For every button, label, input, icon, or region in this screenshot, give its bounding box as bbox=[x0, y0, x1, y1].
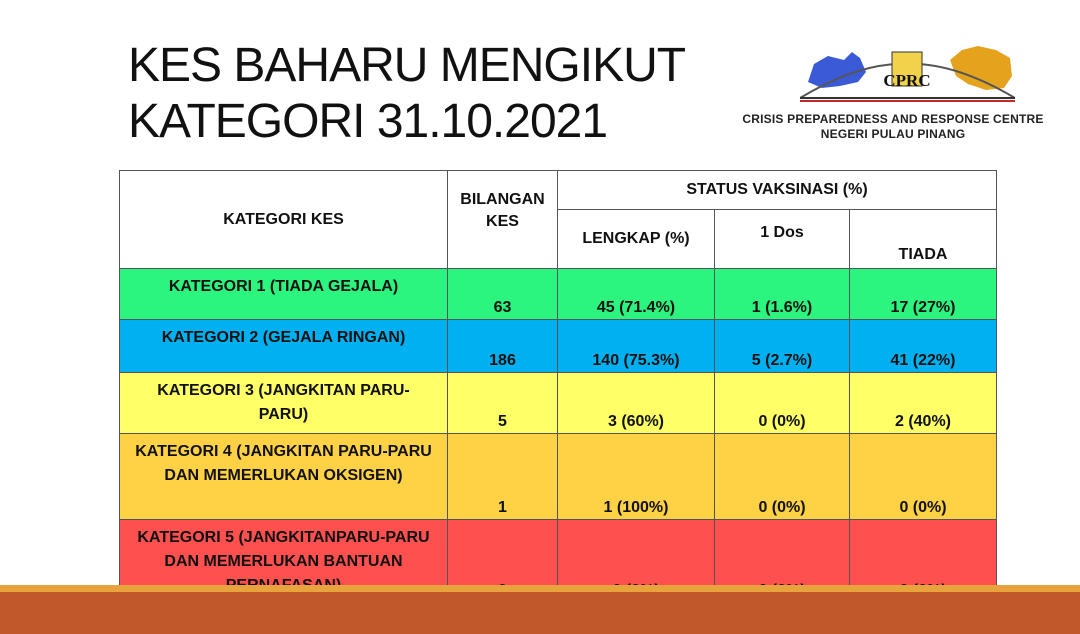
row-count: 186 bbox=[448, 320, 558, 373]
row-category: KATEGORI 1 (TIADA GEJALA) bbox=[120, 269, 448, 320]
row-category: KATEGORI 5 (JANGKITANPARU-PARU DAN MEMERLUKAN BANTUAN bbox=[120, 520, 448, 603]
row-full: 45 (71.4%) bbox=[558, 269, 715, 320]
table-row bbox=[120, 269, 997, 320]
header-full: LENGKAP (%) bbox=[558, 210, 715, 269]
table-row bbox=[120, 320, 997, 373]
row-category: KATEGORI 2 (GEJALA RINGAN) bbox=[120, 320, 448, 373]
header-count: BILANGAN KES bbox=[448, 171, 558, 269]
logo-text: CPRC bbox=[883, 71, 931, 90]
row-none: 17 (27%) bbox=[850, 269, 997, 320]
row-count: 5 bbox=[448, 373, 558, 434]
row-one-dose: 1 (1.6%) bbox=[715, 269, 850, 320]
logo-map-left-icon bbox=[808, 52, 866, 88]
header-vaccination-status: STATUS VAKSINASI (%) bbox=[558, 171, 997, 210]
footer-bar bbox=[0, 592, 1080, 634]
row-category: KATEGORI 3 (JANGKITAN PARU-PARU) bbox=[120, 373, 448, 434]
row-full: 140 (75.3%) bbox=[558, 320, 715, 373]
row-full: 3 (60%) bbox=[558, 373, 715, 434]
row-none: 2 (40%) bbox=[850, 373, 997, 434]
header-row bbox=[120, 171, 997, 210]
slide-title bbox=[128, 38, 685, 150]
title-line-1: KES BAHARU MENGIKUT bbox=[128, 39, 686, 92]
org-name-line-1: CRISIS PREPAREDNESS AND RESPONSE CENTRE bbox=[742, 112, 1044, 126]
row-full: 1 (100%) bbox=[558, 434, 715, 520]
header-none: TIADA bbox=[850, 210, 997, 269]
cprc-logo bbox=[800, 42, 1015, 104]
row-none: 41 (22%) bbox=[850, 320, 997, 373]
row-none: 0 (0%) bbox=[850, 434, 997, 520]
row-one-dose: 0 (0%) bbox=[715, 373, 850, 434]
header-category: KATEGORI KES bbox=[120, 171, 448, 269]
org-name bbox=[728, 112, 1058, 142]
cases-table bbox=[119, 170, 997, 603]
org-name-line-2: NEGERI PULAU PINANG bbox=[820, 127, 966, 141]
row-one-dose: 5 (2.7%) bbox=[715, 320, 850, 373]
row-one-dose: 0 (0%) bbox=[715, 434, 850, 520]
row-count: 63 bbox=[448, 269, 558, 320]
title-line-2: KATEGORI 31.10.2021 bbox=[128, 95, 608, 148]
row-count: 1 bbox=[448, 434, 558, 520]
row-category: KATEGORI 4 (JANGKITAN PARU-PARU DAN MEMERLUKAN OKSIGEN) bbox=[120, 434, 448, 520]
header-one-dose: 1 Dos bbox=[715, 210, 850, 269]
logo-map-right-icon bbox=[950, 46, 1012, 90]
table-row bbox=[120, 373, 997, 434]
table-row bbox=[120, 434, 997, 520]
footer-accent-bar bbox=[0, 585, 1080, 592]
